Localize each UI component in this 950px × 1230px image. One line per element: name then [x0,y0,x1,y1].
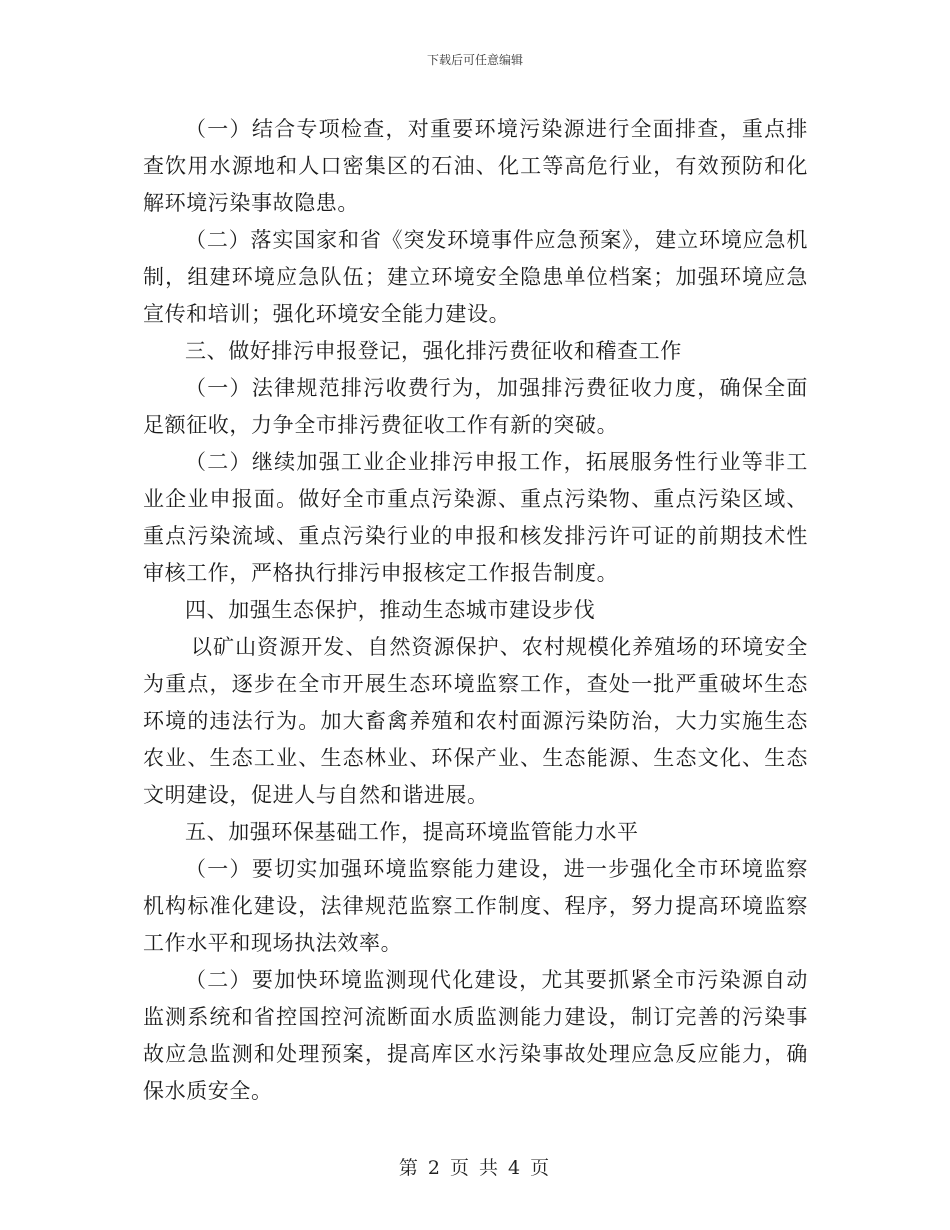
section-heading-5: 五、加强环保基础工作，提高环境监管能力水平 [185,820,639,844]
paragraph-2: （二）落实国家和省《突发环境事件应急预案》，建立环境应急机制，组建环境应急队伍；建立环境安全隐患单位档案；加强环境应急宣传和培训；强化环境安全能力建设。 [143,228,808,326]
paragraph-3: （一）法律规范排污收费行为，加强排污费征收力度，确保全面足额征收，力争全市排污费征收工作有新的突破。 [143,376,808,437]
paragraph-5: 以矿山资源开发、自然资源保护、农村规模化养殖场的环境安全为重点，逐步在全市开展生态环境监察工作，查处一批严重破坏生态环境的违法行为。加大畜禽养殖和农村面源污染防治，大力实施生态农业、生态工业、生态林业、环保产业、生态能源、生态文化、生态文明建设，促进人与自然和谐进展。 [143,635,808,807]
page-number: 第 2 页 共 4 页 [398,1157,552,1179]
paragraph-7: （二）要加快环境监测现代化建设，尤其要抓紧全市污染源自动监测系统和省控国控河流断面水质监测能力建设，制订完善的污染事故应急监测和处理预案，提高库区水污染事故处理应急反应能力，确保水质安全。 [143,968,808,1103]
page-header: 下载后可任意编辑 [426,53,523,67]
document-body [143,111,808,1110]
section-heading-4: 四、加强生态保护，推动生态城市建设步伐 [185,598,596,622]
section-heading-3: 三、做好排污申报登记，强化排污费征收和稽查工作 [185,339,682,363]
paragraph-6: （一）要切实加强环境监察能力建设，进一步强化全市环境监察机构标准化建设，法律规范监察工作制度、程序，努力提高环境监察工作水平和现场执法效率。 [143,857,808,955]
paragraph-4: （二）继续加强工业企业排污申报工作，拓展服务性行业等非工业企业申报面。做好全市重点污染源、重点污染物、重点污染区域、重点污染流域、重点污染行业的申报和核发排污许可证的前期技术性审核工作，严格执行排污申报核定工作报告制度。 [143,450,808,585]
paragraph-1: （一）结合专项检查，对重要环境污染源进行全面排查，重点排查饮用水源地和人口密集区的石油、化工等高危行业，有效预防和化解环境污染事故隐患。 [143,117,808,215]
